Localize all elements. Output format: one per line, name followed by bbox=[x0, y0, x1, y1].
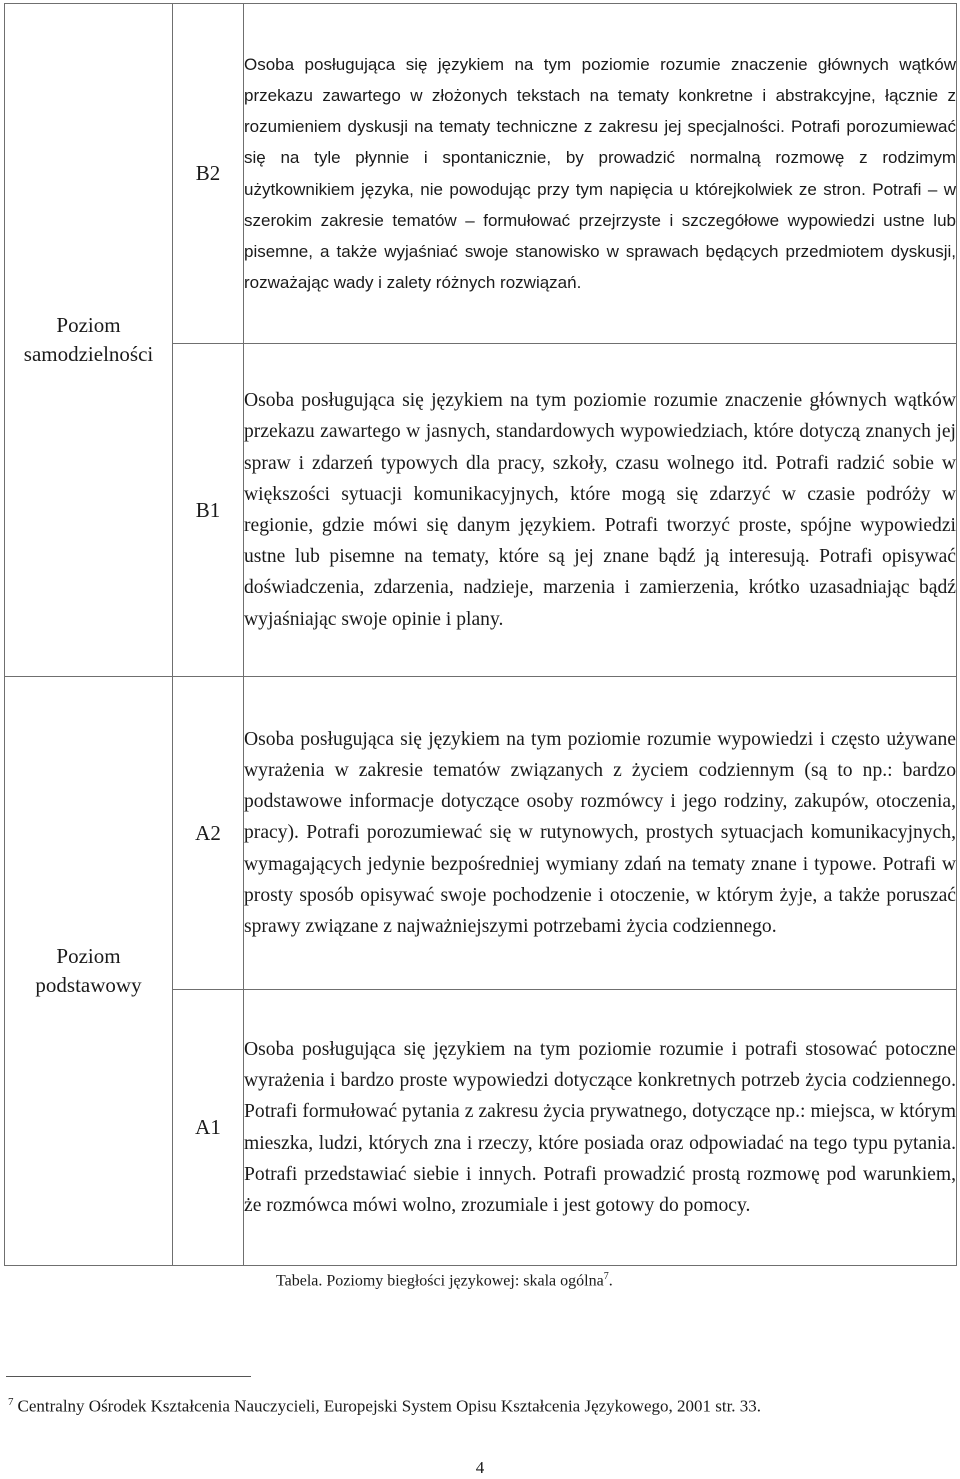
level-label: B1 bbox=[195, 497, 221, 522]
level-label: A1 bbox=[195, 1115, 221, 1139]
level-description: Osoba posługująca się językiem na tym poziomie rozumie znaczenie głównych wątków przekazu zawartego w złożonych tekstach na tematy konkretne i abstrakcyjne, łącznie z rozumieniem dyskusji na tematy techniczne z zakresu jej specjalności. Potrafi porozumiewać się na tyle płynnie i spontanicznie, by prowadzić normalną rozmowę z rodzimym użytkownikiem języka, nie powodując przy tym napięcia u którejkolwiek ze stron. Potrafi – w szerokim zakresie tematów – formułować przejrzyste i szczegółowe wypowiedzi ustne lub pisemne, a także wyjaśniać swoje stanowisko w sprawach będących przedmiotem dyskusji, rozważając wady i zalety różnych rozwiązań. bbox=[244, 54, 956, 293]
level-cell bbox=[173, 4, 244, 344]
level-cell bbox=[173, 677, 244, 990]
level-cell bbox=[173, 990, 244, 1266]
level-description: Osoba posługująca się językiem na tym poziomie rozumie znaczenie głównych wątków przekazu zawartego w jasnych, standardowych wypowiedziach, które dotyczą znanych jej spraw i zdarzeń typowych dla pracy, szkoły, czasu wolnego itd. Potrafi radzić sobie w większości sytuacji komunikacyjnych, które mogą się zdarzyć w czasie podróży w regionie, gdzie mówi się danym językiem. Potrafi tworzyć proste, spójne wypowiedzi ustne lub pisemne na tematy, które są jej znane bądź ją interesują. Potrafi opisywać doświadczenia, zdarzenia, nadzieje, marzenia i zamierzenia, krótko uzasadniając bądź wyjaśniając swoje opinie i plany. bbox=[244, 390, 956, 630]
level-description: Osoba posługująca się językiem na tym poziomie rozumie i potrafi stosować potoczne wyrażenia i bardzo proste wypowiedzi dotyczące konkretnych potrzeb życia codziennego. Potrafi formułować pytania z zakresu życia prywatnego, dotyczące np.: miejsca, w którym mieszka, ludzi, których zna i rzeczy, które posiada oraz odpowiadać na tego typu pytania. Potrafi przedstawiać siebie i innych. Potrafi prowadzić prostą rozmowę pod warunkiem, że rozmówca mówi wolno, zrozumiale i jest gotowy do pomocy. bbox=[244, 1038, 956, 1216]
group-label: Poziom bbox=[56, 944, 121, 968]
level-label: B2 bbox=[195, 161, 221, 185]
footnote-text: Centralny Ośrodek Kształcenia Nauczycieli, Europejski System Opisu Kształcenia Językowego, 2001 str. 33. bbox=[17, 1396, 762, 1416]
table-caption bbox=[276, 1265, 613, 1293]
group-label: Poziom bbox=[56, 313, 121, 337]
table-row bbox=[5, 4, 957, 344]
group-label: samodzielności bbox=[23, 342, 154, 366]
caption-end: . bbox=[608, 1272, 613, 1290]
footnote-reference: 7 bbox=[603, 1271, 609, 1282]
level-description: Osoba posługująca się językiem na tym poziomie rozumie wypowiedzi i często używane wyrażenia w zakresie tematów związanych z życiem codziennym (są to np.: bardzo podstawowe informacje dotyczące osoby rozmówcy i jego rodziny, zakupów, otoczenia, pracy). Potrafi porozumiewać się w rutynowych, prostych sytuacjach komunikacyjnych, wymagających jedynie bezpośredniej wymiany zdań na tematy znane i typowe. Potrafi w prosty sposób opisywać swoje pochodzenie i otoczenie, w którym żyje, a także poruszać sprawy związane z najważniejszymi potrzebami życia codziennego. bbox=[244, 728, 956, 937]
footnote-separator bbox=[6, 1376, 251, 1377]
group-label: podstawowy bbox=[35, 973, 142, 997]
description-cell bbox=[244, 990, 957, 1266]
table-row bbox=[5, 677, 957, 990]
description-cell bbox=[244, 344, 957, 677]
level-label: A2 bbox=[195, 820, 221, 845]
level-cell bbox=[173, 344, 244, 677]
caption-text: Tabela. Poziomy biegłości językowej: skala ogólna bbox=[276, 1272, 604, 1290]
footnote bbox=[8, 1389, 761, 1420]
group-cell-independent bbox=[5, 4, 173, 677]
description-cell bbox=[244, 677, 957, 990]
group-cell-basic bbox=[5, 677, 173, 1266]
footnote-number: 7 bbox=[8, 1396, 14, 1408]
page-number: 4 bbox=[475, 1458, 485, 1477]
description-cell bbox=[244, 4, 957, 344]
proficiency-levels-table bbox=[4, 3, 957, 1266]
